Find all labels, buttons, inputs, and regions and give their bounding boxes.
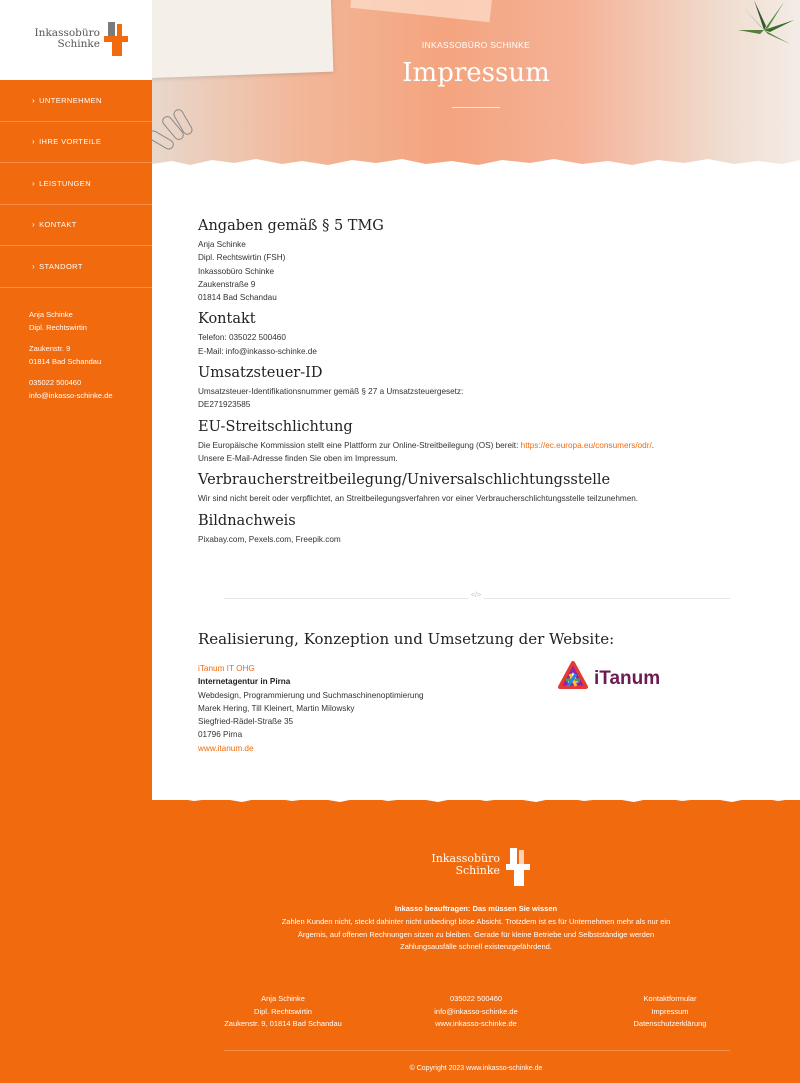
nav-item-unternehmen[interactable]: › UNTERNEHMEN [0, 80, 152, 122]
code-icon: </> [468, 592, 484, 599]
footer-contact [420, 993, 532, 1031]
logo[interactable] [0, 0, 152, 80]
contact-phone: Telefon: 035022 500460 [198, 333, 286, 343]
logo-text: Inkassobüro Schinke [34, 27, 100, 50]
section-angaben: Angaben gemäß § 5 TMG Anja Schinke Dipl. Rechtswirtin (FSH) Inkassobüro Schinke Zaukenstraße 9 01814 Bad Schandau [198, 218, 758, 304]
agency-name-link[interactable]: iTanum IT OHG [198, 664, 255, 673]
copyright: © Copyright 2023 www.inkasso-schinke.de [409, 1065, 543, 1072]
hero-underline [452, 107, 500, 108]
nav-item-ihre-vorteile[interactable]: › IHRE VORTEILE [0, 122, 152, 164]
nav-item-kontakt[interactable]: › KONTAKT [0, 205, 152, 247]
section-kontakt [198, 311, 758, 358]
footer-link-impressum[interactable]: Impressum [651, 1006, 689, 1016]
hero-subtitle: INKASSOBÜRO SCHINKE [421, 40, 531, 50]
logo-mark-icon [104, 22, 128, 56]
sidebar-name: Anja Schinke [29, 309, 73, 319]
page-title: Impressum [402, 58, 550, 88]
section-heading: Kontakt [198, 311, 256, 328]
footer-headline: Inkasso beauftragen: Das müssen Sie wissen [394, 904, 558, 913]
footer-logo-mark-icon [506, 848, 530, 886]
impressum-content [198, 218, 758, 553]
sidebar-email[interactable]: info@inkasso-schinke.de [29, 390, 113, 400]
section-heading: Verbraucherstreitbeilegung/Universalschlichtungsstelle [198, 472, 611, 489]
sidebar-contact-info [0, 288, 152, 402]
chevron-right-icon: › [32, 220, 36, 230]
footer-link-kontaktformular[interactable]: Kontaktformular [643, 994, 697, 1003]
footer-website[interactable]: www.inkasso-schinke.de [435, 1019, 517, 1028]
plant-icon [724, 0, 794, 60]
footer-phone[interactable]: 035022 500460 [449, 994, 503, 1003]
section-heading: Umsatzsteuer-ID [198, 365, 323, 382]
footer-link-datenschutz[interactable]: Datenschutzerklärung [633, 1019, 707, 1028]
section-heading: EU-Streitschlichtung [198, 418, 353, 435]
itanum-swirl-icon [560, 663, 586, 687]
chevron-right-icon: › [32, 178, 36, 188]
itanum-logo-text: iTanum [594, 668, 661, 689]
footer-divider [224, 1050, 730, 1051]
section-heading: Angaben gemäß § 5 TMG [198, 218, 384, 234]
chevron-right-icon: › [32, 137, 36, 147]
footer-links [618, 993, 722, 1031]
section-bildnachweis: Bildnachweis Pixabay.com, Pexels.com, Freepik.com [198, 513, 758, 546]
nav-item-standort[interactable]: › STANDORT [0, 246, 152, 288]
sidebar [0, 0, 152, 800]
section-eu: EU-Streitschlichtung Die Europäische Kommission stellt eine Plattform zur Online-Streitbeilegung (OS) bereit: https://ec.europa.eu/consumers/odr/. Unsere E-Mail-Adresse finden Sie oben im Impressum. [198, 419, 758, 466]
hero-paper-decoration [350, 0, 493, 22]
footer-logo-text[interactable]: Inkassobüro Schinke [431, 852, 500, 877]
agency-website-link[interactable]: www.itanum.de [198, 743, 254, 753]
footer-email[interactable]: info@inkasso-schinke.de [434, 1006, 518, 1016]
footer-address: Anja Schinke Dipl. Rechtswirtin Zaukenstr. 9, 01814 Bad Schandau [224, 994, 342, 1028]
realisierung-heading: Realisierung, Konzeption und Umsetzung der Website: [198, 630, 615, 648]
odr-link[interactable]: https://ec.europa.eu/consumers/odr/ [520, 440, 652, 450]
footer-text: Zahlen Kunden nicht, steckt dahinter nicht unbedingt böse Absicht. Trotzdem ist es für Unternehmen mehr als nur ein Ärgernis, auf offenen Rechnungen sitzen zu bleiben. Gerade für kleine Betriebe und Selbstständige werden Zahlungsausfälle schnell existenzgefährdend. [281, 917, 671, 951]
sidebar-city: 01814 Bad Schandau [29, 356, 102, 366]
sidebar-title: Dipl. Rechtswirtin [29, 322, 87, 332]
hero-banner [152, 0, 800, 168]
main-nav [0, 80, 152, 288]
chevron-right-icon: › [32, 261, 36, 271]
contact-email: E-Mail: info@inkasso-schinke.de [198, 346, 317, 356]
section-verbraucher: Verbraucherstreitbeilegung/Universalschlichtungsstelle Wir sind nicht bereit oder verpflichtet, an Streitbeilegungsverfahren vor einer Verbraucherschlichtungsstelle teilzunehmen. [198, 472, 758, 505]
sidebar-street: Zaukenstr. 9 [29, 343, 71, 353]
torn-edge-divider [152, 150, 800, 174]
nav-item-leistungen[interactable]: › LEISTUNGEN [0, 163, 152, 205]
agency-info: iTanum IT OHG Internetagentur in Pirna Webdesign, Programmierung und Suchmaschinenoptimierung Marek Hering, Till Kleinert, Martin Milowsky Siegfried-Rädel-Straße 35 01796 Pirna www.itanum.de [198, 664, 424, 753]
itanum-logo[interactable] [556, 660, 696, 696]
section-heading: Bildnachweis [198, 512, 296, 529]
sidebar-phone[interactable]: 035022 500460 [29, 377, 82, 387]
section-ust: Umsatzsteuer-ID Umsatzsteuer-Identifikationsnummer gemäß § 27 a Umsatzsteuergesetz: DE271923585 [198, 365, 758, 412]
torn-edge-divider [152, 788, 800, 812]
chevron-right-icon: › [32, 95, 36, 105]
